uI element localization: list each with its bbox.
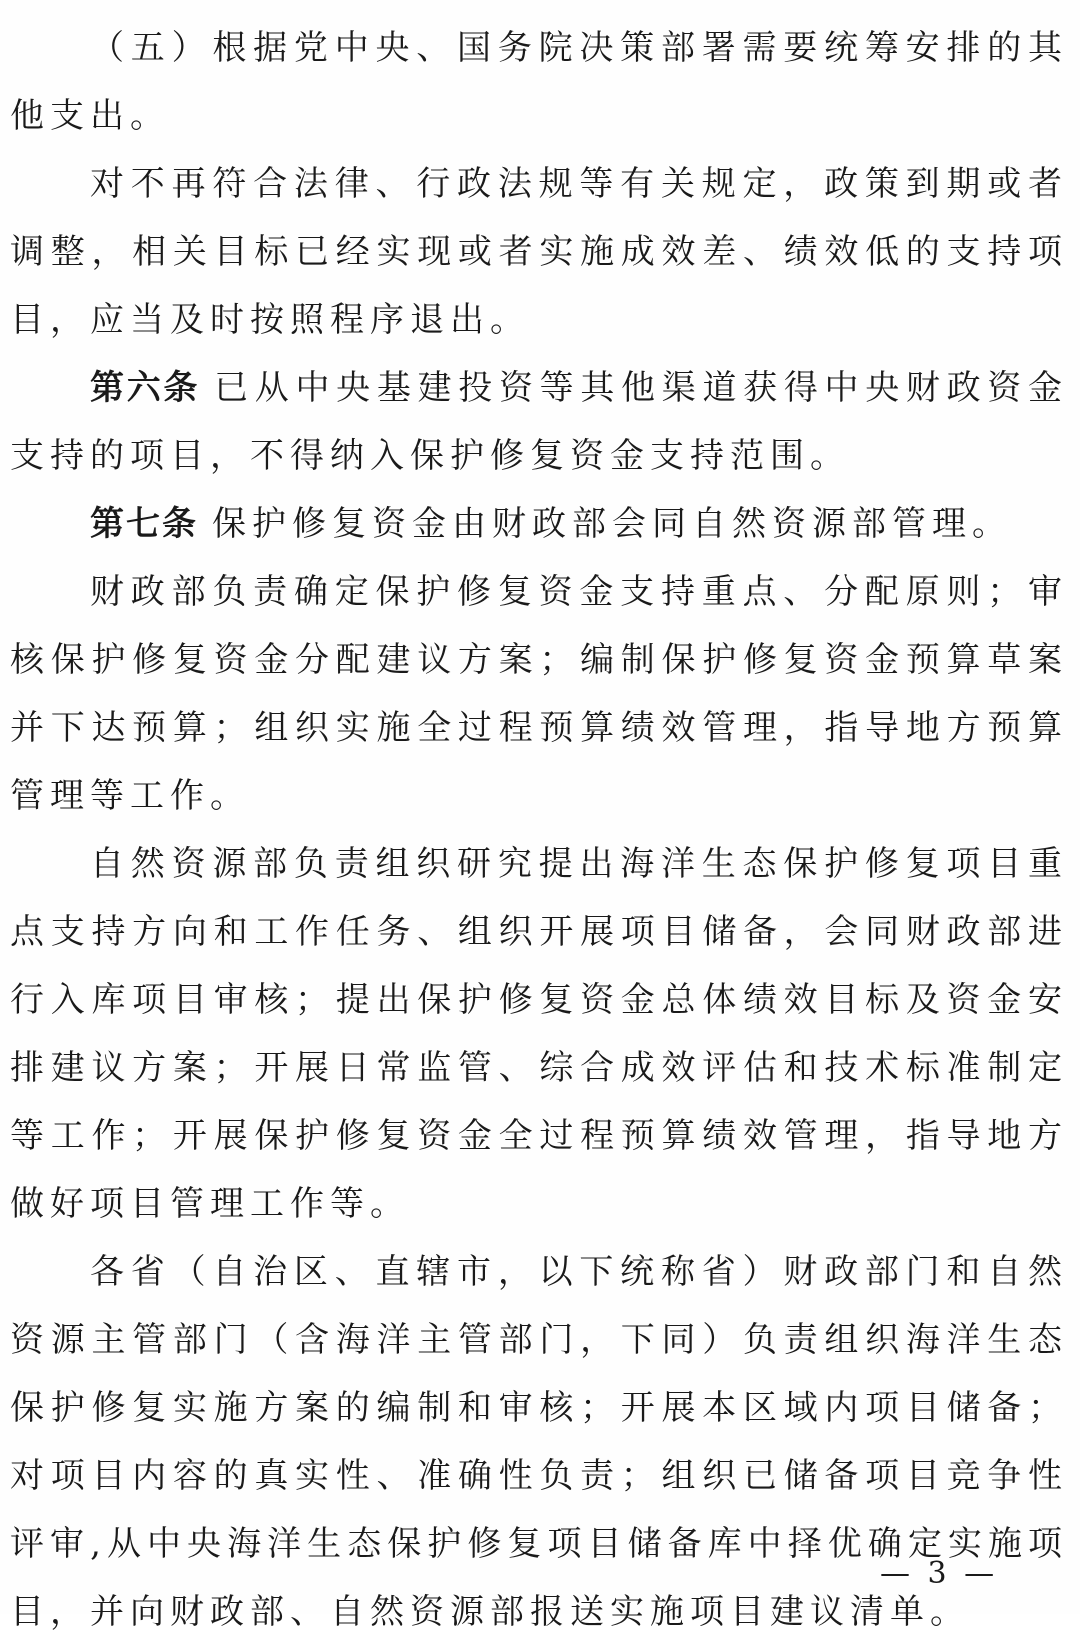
paragraph-text: 自然资源部负责组织研究提出海洋生态保护修复项目重点支持方向和工作任务、组织开展项目储备，会同财政部进行入库项目审核；提出保护修复资金总体绩效目标及资金安排建议方案；开展日常监管、综合成效评估和技术标准制定等工作；开展保护修复资金全过程预算绩效管理，指导地方做好项目管理工作等。 xyxy=(10,844,1068,1224)
article-7 xyxy=(10,490,1068,558)
article-6 xyxy=(10,354,1068,490)
article-label: 第六条 xyxy=(90,368,201,408)
paragraph-text: （五）根据党中央、国务院决策部署需要统筹安排的其他支出。 xyxy=(10,28,1068,136)
paragraph-text: 各省（自治区、直辖市，以下统称省）财政部门和自然资源主管部门（含海洋主管部门，下同）负责组织海洋生态保护修复实施方案的编制和审核；开展本区域内项目储备；对项目内容的真实性、准确性负责；组织已储备项目竞争性评审,从中央海洋生态保护修复项目储备库中择优确定实施项目，并向财政部、自然资源部报送实施项目建议清单。 xyxy=(10,1252,1068,1632)
paragraph-ministry-finance xyxy=(10,558,1068,830)
article-label: 第七条 xyxy=(90,504,198,544)
paragraph-text: 对不再符合法律、行政法规等有关规定，政策到期或者调整，相关目标已经实现或者实施成效差、绩效低的支持项目，应当及时按照程序退出。 xyxy=(10,164,1068,340)
page-number: — 3 — xyxy=(880,1556,999,1591)
paragraph-ministry-natural-resources xyxy=(10,830,1068,1238)
paragraph-text: 保护修复资金由财政部会同自然资源部管理。 xyxy=(212,504,1012,544)
paragraph-item-5 xyxy=(10,14,1068,150)
paragraph-text: 财政部负责确定保护修复资金支持重点、分配原则；审核保护修复资金分配建议方案；编制保护修复资金预算草案并下达预算；组织实施全过程预算绩效管理，指导地方预算管理等工作。 xyxy=(10,572,1068,816)
document-body xyxy=(10,14,1068,1646)
paragraph-exit-rule xyxy=(10,150,1068,354)
paragraph-text: 已从中央基建投资等其他渠道获得中央财政资金支持的项目，不得纳入保护修复资金支持范围。 xyxy=(10,368,1069,476)
